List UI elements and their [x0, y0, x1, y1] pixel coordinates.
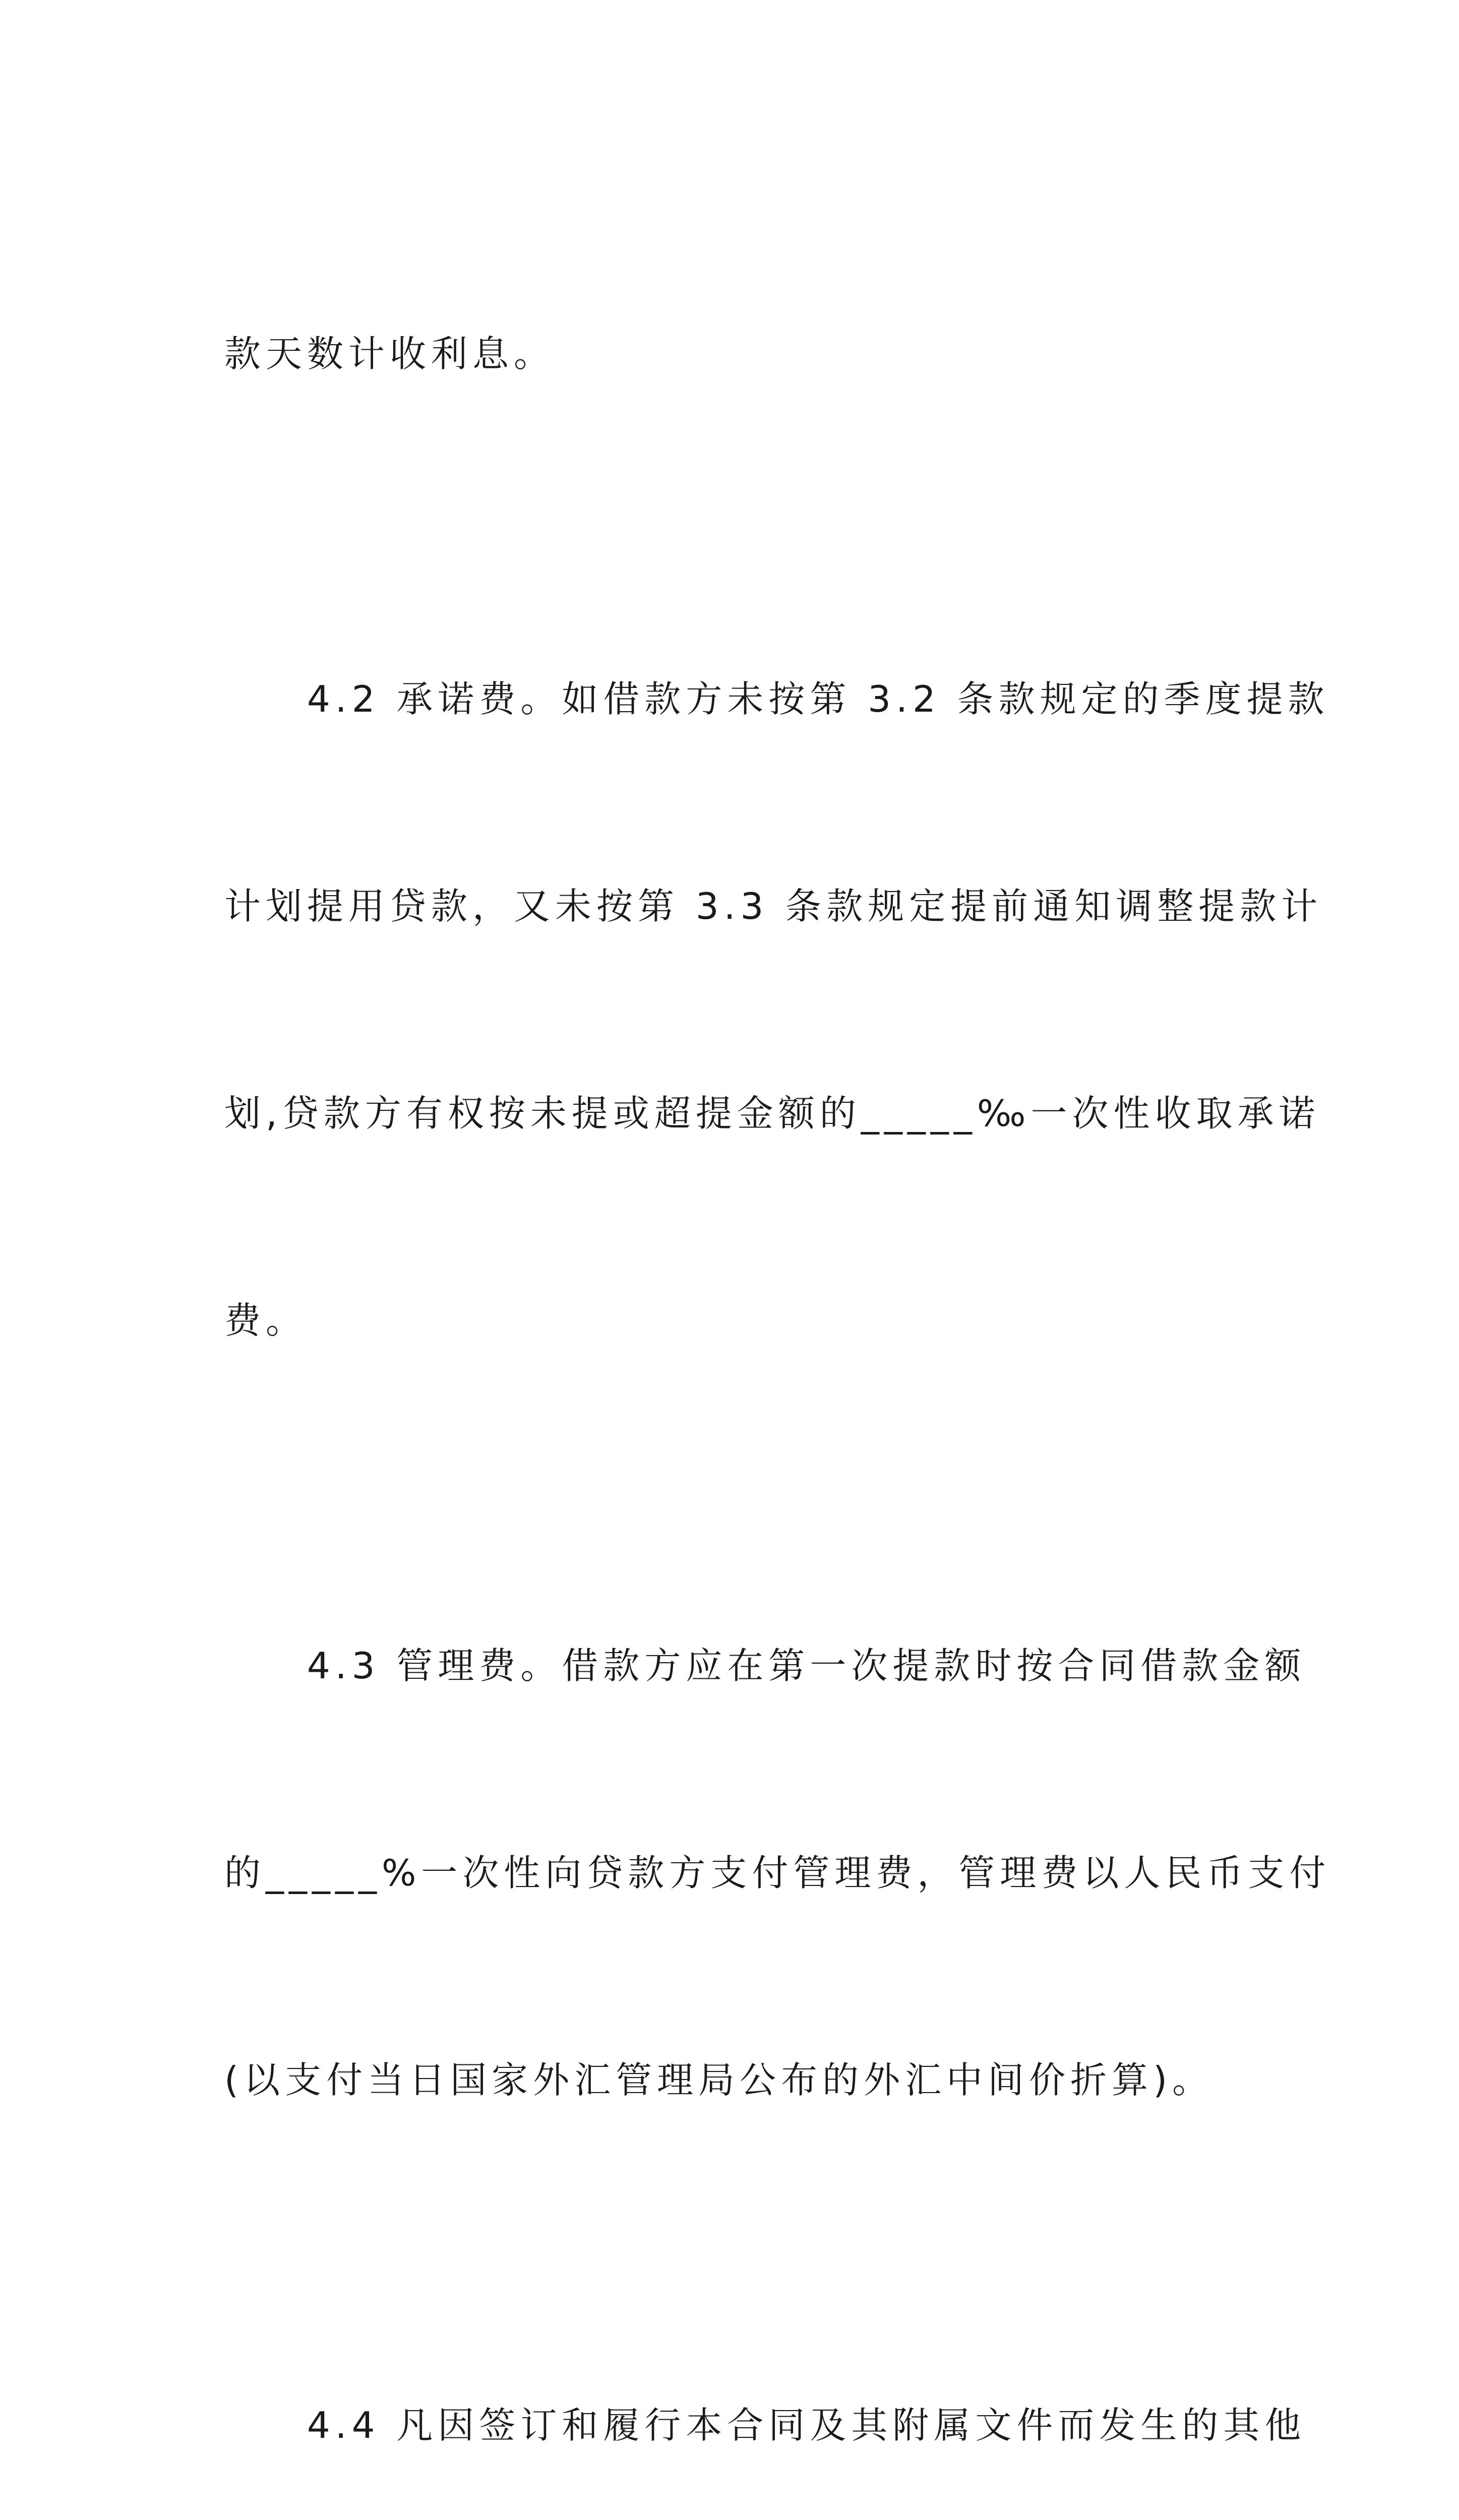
text-line: 计划提用贷款，又未按第 3.3 条款规定提前通知调整提款计 — [224, 885, 1323, 927]
text-line: 4.2 承诺费。如借款方未按第 3.2 条款规定的季度提款 — [307, 678, 1329, 720]
paragraph-4-4-other-costs — [224, 2253, 1306, 2520]
paragraph-interest-continuation — [224, 181, 1253, 527]
document-body — [224, 181, 1331, 2520]
text-line: 4.3 管理费。借款方应在第一次提款时按合同借款金额 — [307, 1645, 1306, 1687]
text-line: 费。 — [224, 1299, 308, 1342]
text-line: 的_____%一次性向贷款方支付管理费，管理费以人民币支付 — [224, 1852, 1331, 1894]
paragraph-4-2-commitment-fee — [224, 527, 1329, 1493]
text-line: 4.4 凡因签订和履行本合同及其附属文件而发生的其他 — [307, 2404, 1306, 2446]
paragraph-4-3-management-fee — [224, 1493, 1331, 2253]
text-line: 划,贷款方有权按未提或超提金额的_____‰一次性收取承诺 — [224, 1092, 1320, 1135]
text-line: (以支付当日国家外汇管理局公布的外汇中间价折算)。 — [224, 2059, 1214, 2101]
text-line: 款天数计收利息。 — [224, 333, 556, 375]
